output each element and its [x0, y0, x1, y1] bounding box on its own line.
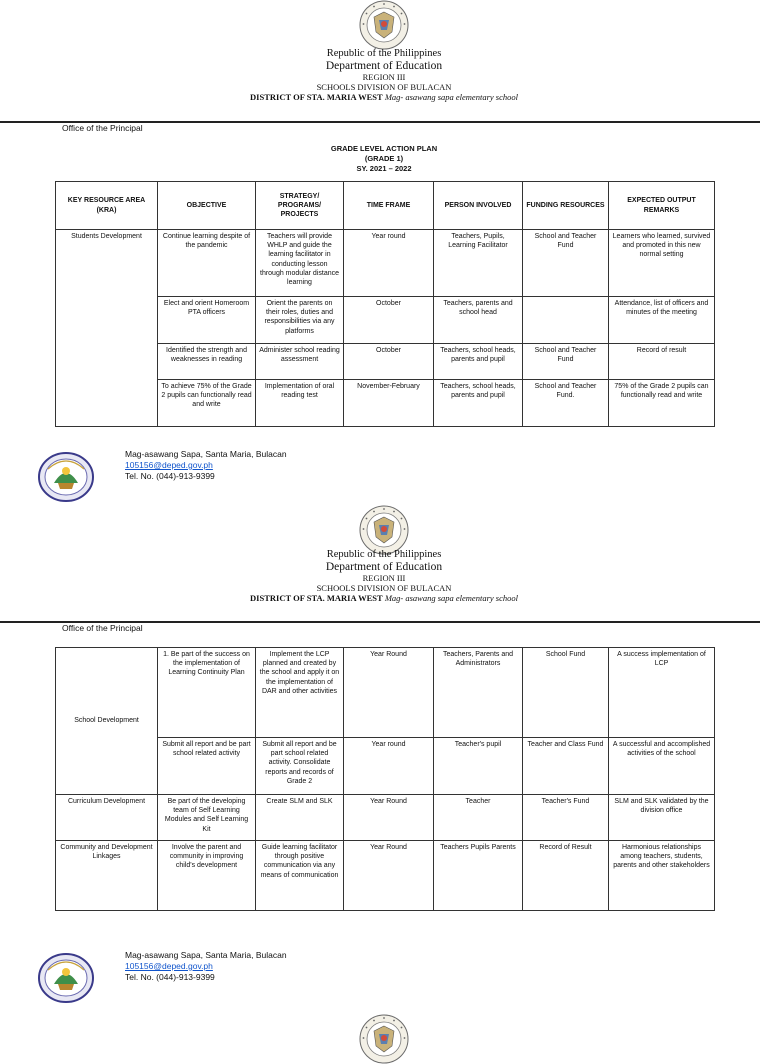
person-cell: Teachers Pupils Parents: [434, 841, 523, 911]
objective-cell: Be part of the developing team of Self Learning Modules and Self Learning Kit: [158, 795, 256, 841]
header-time-frame: TIME FRAME: [344, 182, 434, 230]
header-objective: OBJECTIVE: [158, 182, 256, 230]
funding-cell: [523, 297, 609, 344]
funding-cell: School and Teacher Fund.: [523, 380, 609, 427]
action-plan-table-continued: [55, 647, 715, 911]
strategy-cell: Implementation of oral reading test: [256, 380, 344, 427]
kra-cell: Students Development: [56, 230, 158, 427]
kra-cell: Curriculum Development: [56, 795, 158, 841]
department-line: Department of Education: [325, 561, 443, 574]
strategy-cell: Orient the parents on their roles, duties and responsibilities via any platforms: [256, 297, 344, 344]
strategy-cell: Submit all report and be part school related activity. Consolidate reports and records of Grade 2: [256, 738, 344, 795]
time-frame-cell: October: [344, 297, 434, 344]
district-line: [0, 594, 768, 604]
objective-cell: 1. Be part of the success on the implementation of Learning Continuity Plan: [158, 648, 256, 738]
header-funding: FUNDING RESOURCES: [523, 182, 609, 230]
time-frame-cell: Year Round: [344, 841, 434, 911]
plan-grade: (GRADE 1): [364, 154, 404, 164]
strategy-cell: Guide learning facilitator through positive communication via any means of communication: [256, 841, 344, 911]
time-frame-cell: Year Round: [344, 648, 434, 738]
department-line: Department of Education: [325, 60, 443, 73]
output-cell: 75% of the Grade 2 pupils can functionally read and write: [609, 380, 715, 427]
footer-address: Mag-asawang Sapa, Santa Maria, Bulacan: [125, 950, 287, 960]
strategy-cell: Implement the LCP planned and created by the school and apply it on the implementation of DAR and other activities: [256, 648, 344, 738]
objective-cell: Submit all report and be part school related activity: [158, 738, 256, 795]
output-cell: Learners who learned, survived and promoted in this new normal setting: [609, 230, 715, 297]
table-header-row: [56, 182, 715, 230]
office-label: Office of the Principal: [62, 123, 143, 133]
output-cell: A successful and accomplished activities of the school: [609, 738, 715, 795]
output-cell: Record of result: [609, 344, 715, 380]
action-plan-table: [55, 181, 715, 427]
table-row: [56, 648, 715, 738]
footer-address: Mag-asawang Sapa, Santa Maria, Bulacan: [125, 449, 287, 459]
document-page-1: [0, 0, 768, 492]
republic-line: Republic of the Philippines: [326, 48, 442, 59]
output-cell: Attendance, list of officers and minutes of the meeting: [609, 297, 715, 344]
time-frame-cell: Year Round: [344, 795, 434, 841]
footer-contact: [125, 950, 287, 983]
table-row: [56, 795, 715, 841]
school-name: Mag- asawang sapa elementary school: [384, 91, 518, 102]
division-line: SCHOOLS DIVISION OF BULACAN: [316, 583, 452, 594]
region-line: REGION III: [362, 573, 406, 584]
strategy-cell: Teachers will provide WHLP and guide the learning facilitator in conducting lesson through modular distance learning: [256, 230, 344, 297]
output-cell: A success implementation of LCP: [609, 648, 715, 738]
person-cell: Teachers, school heads, parents and pupil: [434, 380, 523, 427]
kra-cell: Community and Development Linkages: [56, 841, 158, 911]
school-logo-icon: [38, 449, 94, 505]
footer-contact: [125, 449, 287, 482]
header-output: EXPECTED OUTPUT REMARKS: [609, 182, 715, 230]
district-name: DISTRICT OF STA. MARIA WEST: [250, 91, 383, 102]
document-page-2: [0, 500, 768, 1012]
objective-cell: To achieve 75% of the Grade 2 pupils can functionally read and write: [158, 380, 256, 427]
school-logo-icon: [38, 950, 94, 1006]
table-row: [56, 841, 715, 911]
plan-title-block: [0, 144, 768, 174]
footer-tel: Tel. No. (044)-913-9399: [125, 972, 215, 983]
letterhead: [0, 549, 768, 604]
time-frame-cell: October: [344, 344, 434, 380]
objective-cell: Identified the strength and weaknesses in reading: [158, 344, 256, 380]
deped-seal-icon: [359, 1014, 409, 1064]
district-name: DISTRICT OF STA. MARIA WEST: [250, 592, 383, 603]
person-cell: Teachers, school heads, parents and pupil: [434, 344, 523, 380]
funding-cell: Teacher and Class Fund: [523, 738, 609, 795]
deped-seal-icon: [359, 505, 409, 555]
plan-title: GRADE LEVEL ACTION PLAN: [330, 144, 438, 153]
letterhead: [0, 48, 768, 103]
person-cell: Teacher: [434, 795, 523, 841]
funding-cell: School and Teacher Fund: [523, 230, 609, 297]
office-label: Office of the Principal: [62, 623, 143, 633]
person-cell: Teachers, Parents and Administrators: [434, 648, 523, 738]
header-kra: KEY RESOURCE AREA (KRA): [56, 182, 158, 230]
output-cell: Harmonious relationships among teachers, students, parents and other stakeholders: [609, 841, 715, 911]
table-row: [56, 230, 715, 297]
footer-tel: Tel. No. (044)-913-9399: [125, 471, 215, 482]
person-cell: Teachers, parents and school head: [434, 297, 523, 344]
objective-cell: Elect and orient Homeroom PTA officers: [158, 297, 256, 344]
kra-cell: School Development: [56, 648, 158, 795]
time-frame-cell: Year round: [344, 738, 434, 795]
strategy-cell: Administer school reading assessment: [256, 344, 344, 380]
header-strategy: STRATEGY/ PROGRAMS/ PROJECTS: [256, 182, 344, 230]
time-frame-cell: November-February: [344, 380, 434, 427]
header-person: PERSON INVOLVED: [434, 182, 523, 230]
objective-cell: Continue learning despite of the pandemic: [158, 230, 256, 297]
person-cell: Teacher's pupil: [434, 738, 523, 795]
objective-cell: Involve the parent and community in improving child's development: [158, 841, 256, 911]
deped-seal-icon: [359, 0, 409, 50]
strategy-cell: Create SLM and SLK: [256, 795, 344, 841]
output-cell: SLM and SLK validated by the division office: [609, 795, 715, 841]
republic-line: Republic of the Philippines: [326, 549, 442, 560]
district-line: [0, 93, 768, 103]
funding-cell: School Fund: [523, 648, 609, 738]
region-line: REGION III: [362, 72, 406, 83]
funding-cell: School and Teacher Fund: [523, 344, 609, 380]
funding-cell: Teacher's Fund: [523, 795, 609, 841]
division-line: SCHOOLS DIVISION OF BULACAN: [316, 82, 452, 93]
time-frame-cell: Year round: [344, 230, 434, 297]
footer-email-link[interactable]: 105156@deped.gov.ph: [125, 961, 213, 972]
funding-cell: Record of Result: [523, 841, 609, 911]
person-cell: Teachers, Pupils, Learning Facilitator: [434, 230, 523, 297]
footer-email-link[interactable]: 105156@deped.gov.ph: [125, 460, 213, 471]
plan-school-year: SY. 2021 – 2022: [356, 164, 412, 174]
school-name: Mag- asawang sapa elementary school: [384, 592, 518, 603]
